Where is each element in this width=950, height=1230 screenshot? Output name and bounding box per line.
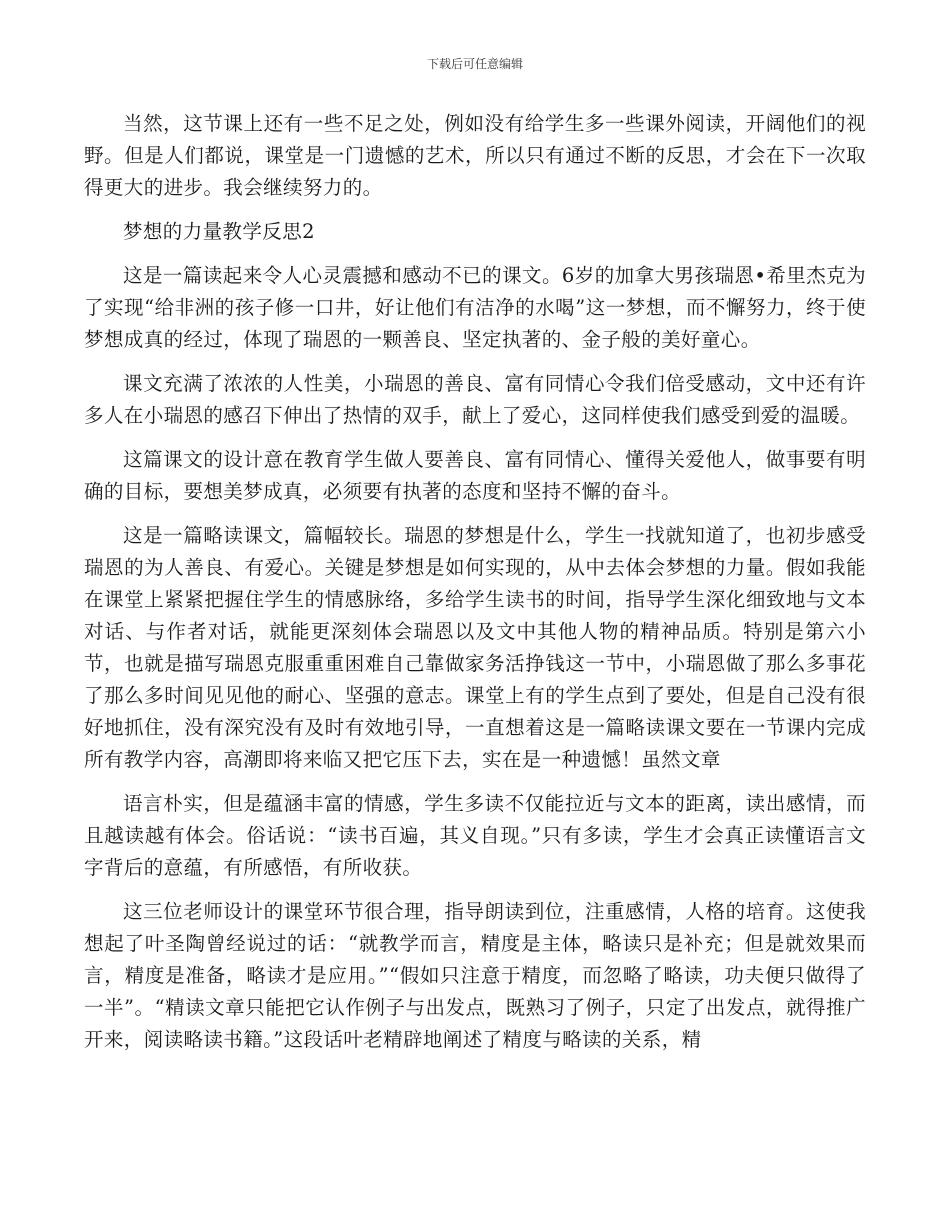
paragraph-language: 语言朴实，但是蕴涵丰富的情感，学生多读不仅能拉近与文本的距离，读出感情，而且越读越有体会。俗话说：“读书百遍，其义自现。”只有多读，学生才会真正读懂语言文字背后的意蕴，有所感悟，有所收获。	[84, 792, 866, 879]
paragraph-skim-reading: 这是一篇略读课文，篇幅较长。瑞恩的梦想是什么，学生一找就知道了，也初步感受瑞恩的为人善良、有爱心。关键是梦想是如何实现的，从中去体会梦想的力量。假如我能在课堂上紧紧把握住学生的情感脉络，多给学生读书的时间，指导学生深化细致地与文本对话、与作者对话，就能更深刻体会瑞恩以及文中其他人物的精神品质。特别是第六小节，也就是描写瑞恩克服重重困难自己靠做家务活挣钱这一节中，小瑞恩做了那么多事花了那么多时间见见他的耐心、坚强的意志。课堂上有的学生点到了要处，但是自己没有很好地抓住，没有深究没有及时有效地引导，一直想着这是一篇略读课文要在一节课内完成所有教学内容，高潮即将来临又把它压下去，实在是一种遗憾！虽然文章	[84, 524, 866, 771]
paragraph-reflection-shortcomings: 当然，这节课上还有一些不足之处，例如没有给学生多一些课外阅读，开阔他们的视野。但是人们都说，课堂是一门遗憾的艺术，所以只有通过不断的反思，才会在下一次取得更大的进步。我会继续努力的。	[84, 112, 866, 199]
page-header-note: 下载后可任意编辑	[426, 57, 523, 71]
document-body	[84, 108, 866, 1068]
paragraph-design-intent: 这篇课文的设计意在教育学生做人要善良、富有同情心、懂得关爱他人，做事要有明确的目标，要想美梦成真，必须要有执著的态度和坚持不懈的奋斗。	[84, 448, 866, 503]
paragraph-humanity: 课文充满了浓浓的人性美，小瑞恩的善良、富有同情心令我们倍受感动，文中还有许多人在小瑞恩的感召下伸出了热情的双手，献上了爱心，这同样使我们感受到爱的温暖。	[84, 372, 866, 427]
section-heading: 梦想的力量教学反思2	[123, 220, 315, 243]
paragraph-teachers-design: 这三位老师设计的课堂环节很合理，指导朗读到位，注重感情，人格的培育。这使我想起了叶圣陶曾经说过的话：“就教学而言，精度是主体，略读只是补充；但是就效果而言，精度是准备，略读才是应用。”“假如只注意于精度，而忽略了略读，功夫便只做得了一半”。“精读文章只能把它认作例子与出发点，既熟习了例子，只定了出发点，就得推广开来，阅读略读书籍。”这段话叶老精辟地阐述了精度与略读的关系，精	[84, 900, 866, 1051]
paragraph-lesson-intro: 这是一篇读起来令人心灵震撼和感动不已的课文。6岁的加拿大男孩瑞恩•希里杰克为了实现“给非洲的孩子修一口井，好让他们有洁净的水喝”这一梦想，而不懈努力，终于使梦想成真的经过，体现了瑞恩的一颗善良、坚定执著的、金子般的美好童心。	[84, 264, 866, 351]
